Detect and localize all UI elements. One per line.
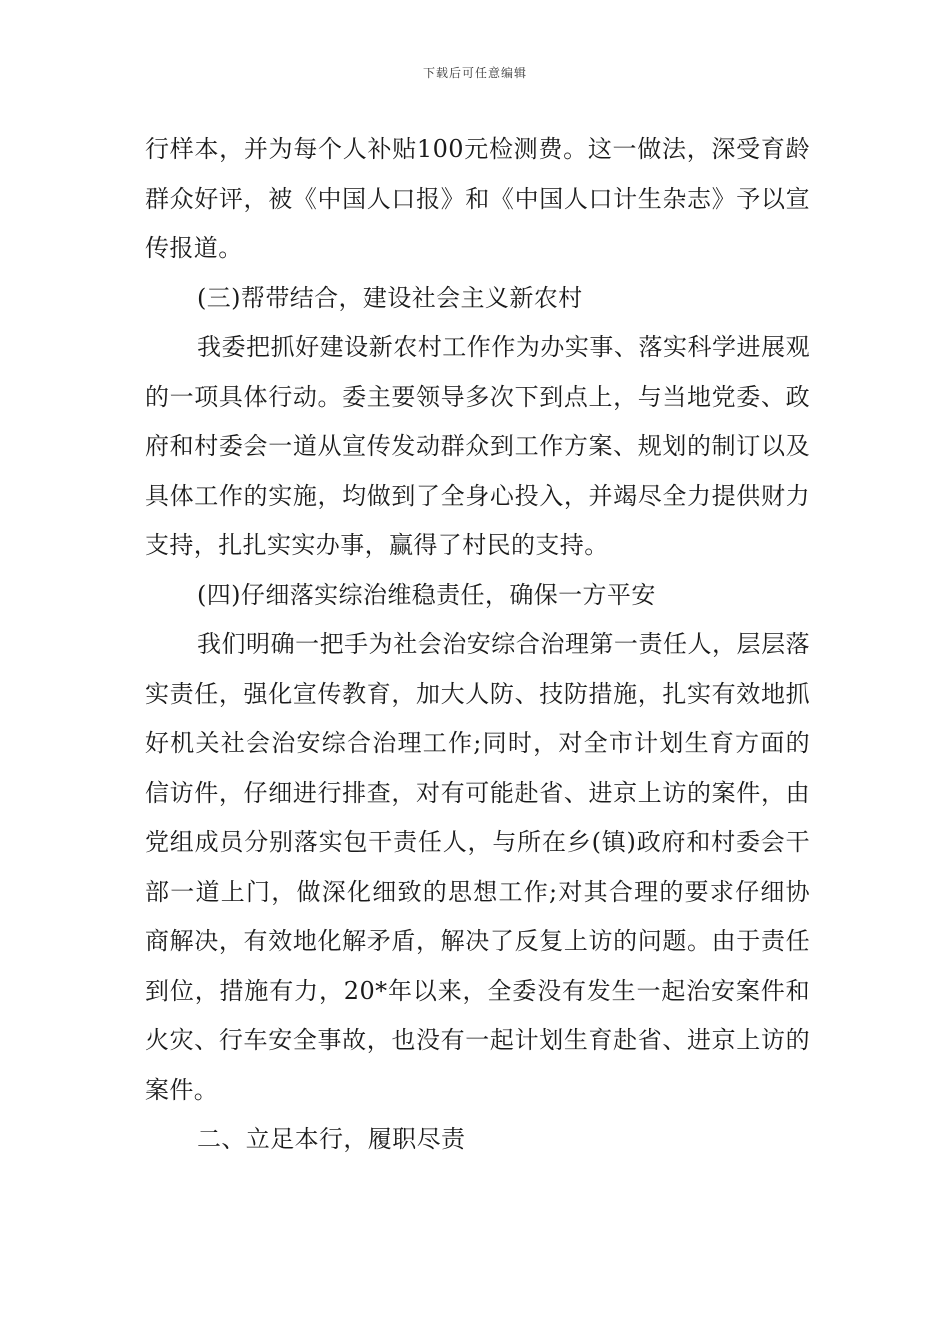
- paragraph-new-countryside: 我委把抓好建设新农村工作作为办实事、落实科学进展观的一项具体行动。委主要领导多次下到点上，与当地党委、政府和村委会一道从宣传发动群众到工作方案、规划的制订以及具体工作的实施，均做到了全身心投入，并竭尽全力提供财力支持，扎扎实实办事，赢得了村民的支持。: [145, 333, 810, 559]
- page-header: 下载后可任意编辑: [422, 66, 527, 80]
- document-body: [145, 125, 810, 1165]
- paragraph-continuation: 行样本，并为每个人补贴100元检测费。这一做法，深受育龄群众好评，被《中国人口报》和《中国人口计生杂志》予以宣传报道。: [145, 135, 810, 262]
- section-heading-3: (三)帮带结合，建设社会主义新农村: [197, 283, 583, 312]
- section-heading-part-2: 二、立足本行，履职尽责: [197, 1125, 466, 1153]
- section-heading-4: (四)仔细落实综治维稳责任，确保一方平安: [197, 580, 656, 609]
- paragraph-public-security: 我们明确一把手为社会治安综合治理第一责任人，层层落实责任，强化宣传教育，加大人防、技防措施，扎实有效地抓好机关社会治安综合治理工作;同时，对全市计划生育方面的信访件，仔细进行排查，对有可能赴省、进京上访的案件，由党组成员分别落实包干责任人，与所在乡(镇)政府和村委会干部一道上门，做深化细致的思想工作;对其合理的要求仔细协商解决，有效地化解矛盾，解决了反复上访的问题。由于责任到位，措施有力，20*年以来，全委没有发生一起治安案件和火灾、行车安全事故，也没有一起计划生育赴省、进京上访的案件。: [145, 630, 810, 1104]
